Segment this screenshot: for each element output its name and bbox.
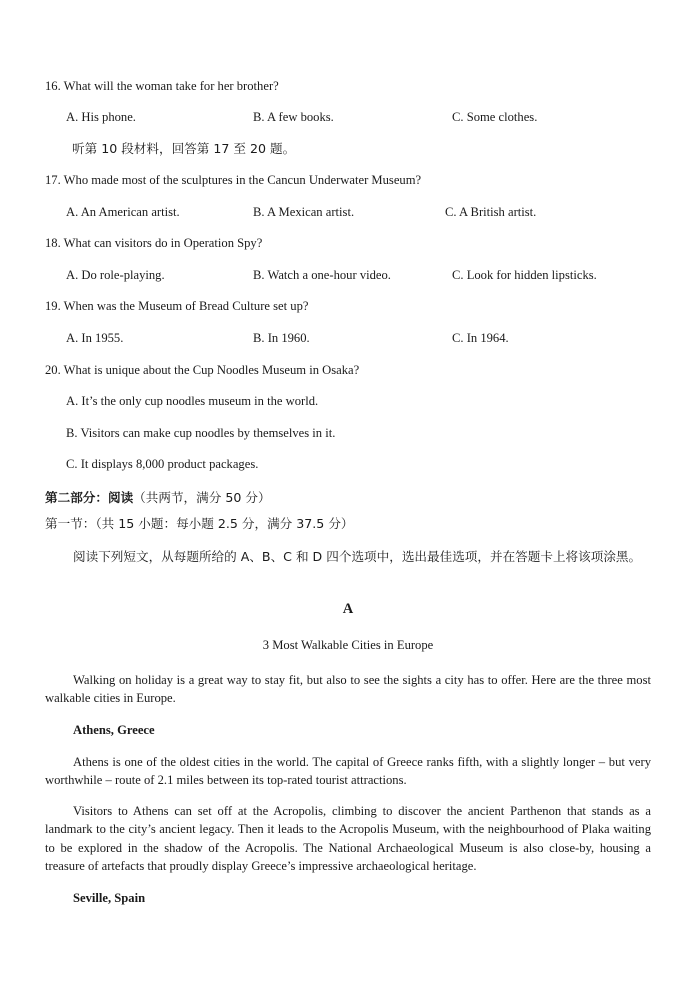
question-20-stem: 20. What is unique about the Cup Noodles Museum in Osaka? <box>45 363 360 377</box>
reading-instruction: 阅读下列短文，从每题所给的 A、B、C 和 D 四个选项中，选出最佳选项，并在答题卡上将该项涂黑。 <box>73 549 642 564</box>
question-19-stem: 19. When was the Museum of Bread Culture set up? <box>45 299 309 313</box>
question-20-option-b: B. Visitors can make cup noodles by themselves in it. <box>66 426 336 440</box>
passage-title: 3 Most Walkable Cities in Europe <box>262 638 434 652</box>
question-17-option-a: A. An American artist. <box>66 205 180 219</box>
city-1-heading: Athens, Greece <box>73 723 155 737</box>
question-16-option-b: B. A few books. <box>253 110 334 124</box>
reading-part-note: （共两节，满分 50 分） <box>133 490 271 505</box>
question-17-option-b: B. A Mexican artist. <box>253 205 355 219</box>
city-1-paragraph-2: Visitors to Athens can set off at the Acropolis, climbing to discover the ancient Parthenon that stands as a landmark to the city’s ancient legacy. Then it leads to the Acropolis Museum, with the neighbourhood of Plaka waiting to be explored in the shadow of the Acropolis. The National Archaeological Museum is also close-by, housing a treasure of artefacts that proudly display Greece’s impressive archaeological heritage. <box>45 804 651 874</box>
reading-section-title: 第一节：（共 15 小题：每小题 2.5 分，满分 37.5 分） <box>45 516 354 531</box>
question-19-option-a: A. In 1955. <box>66 331 124 345</box>
question-18-option-b: B. Watch a one-hour video. <box>253 268 391 282</box>
question-18-option-c: C. Look for hidden lipsticks. <box>452 268 597 282</box>
question-18-option-a: A. Do role-playing. <box>66 268 165 282</box>
city-2-heading: Seville, Spain <box>73 891 146 905</box>
question-17-stem: 17. Who made most of the sculptures in the Cancun Underwater Museum? <box>45 173 422 187</box>
question-20-option-a: A. It’s the only cup noodles museum in the world. <box>66 394 319 408</box>
question-16-stem: 16. What will the woman take for her brother? <box>45 79 279 93</box>
question-16-option-a: A. His phone. <box>66 110 136 124</box>
question-16-option-c: C. Some clothes. <box>452 110 538 124</box>
question-19-option-b: B. In 1960. <box>253 331 310 345</box>
city-1-paragraph-1: Athens is one of the oldest cities in the world. The capital of Greece ranks fifth, with a slightly longer – but very worthwhile – route of 2.1 miles between its top-rated tourist attractions. <box>45 755 651 788</box>
question-17-option-c: C. A British artist. <box>445 205 537 219</box>
passage-intro: Walking on holiday is a great way to stay fit, but also to see the sights a city has to offer. Here are the three most walkable cities in Europe. <box>45 673 651 706</box>
listening-instruction-10: 听第 10 段材料，回答第 17 至 20 题。 <box>72 141 296 156</box>
reading-part-title: 第二部分：阅读 <box>45 490 134 505</box>
question-20-option-c: C. It displays 8,000 product packages. <box>66 457 259 471</box>
reading-part-header <box>45 489 271 507</box>
question-18-stem: 18. What can visitors do in Operation Spy? <box>45 236 263 250</box>
passage-letter: A <box>342 601 354 617</box>
question-19-option-c: C. In 1964. <box>452 331 509 345</box>
